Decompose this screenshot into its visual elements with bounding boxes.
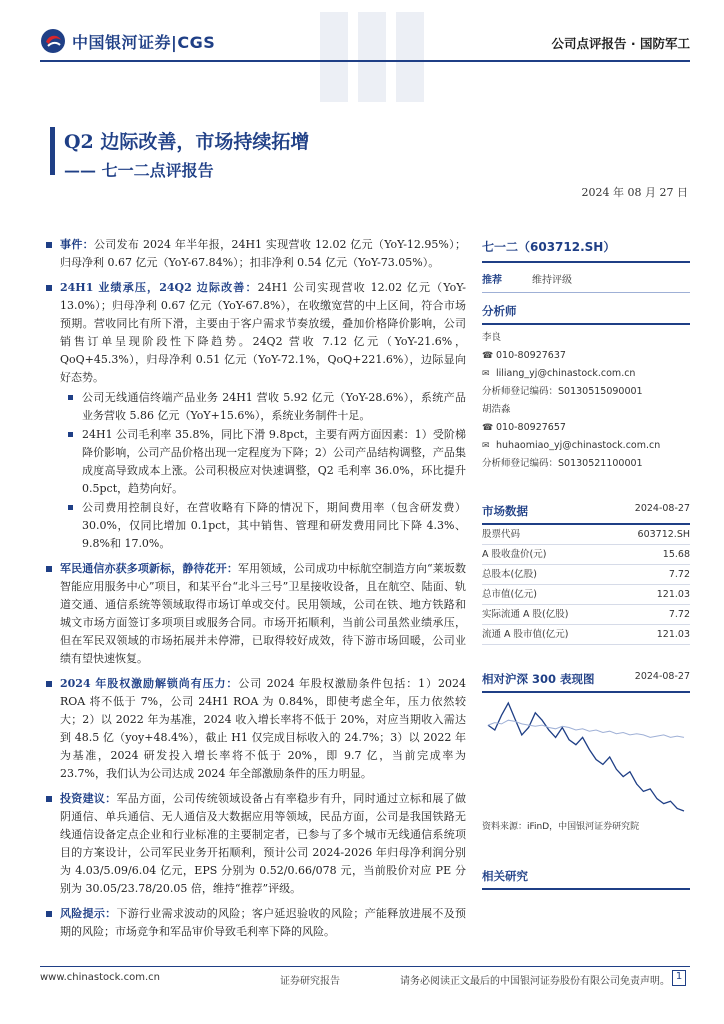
row-value: 603712.SH [637,529,690,540]
sub-point [46,499,466,553]
paragraph-text: 军用领域，公司成功中标航空制造方向“莱坂数智能应用服务中心”项目，和某平台“北斗三号”卫星接收设备，且在航空、陆面、轨道交通、通信系统等领域取得市场订单或交付。民用领域，公司在铁、地方铁路和城文市场方面签订多项项目或服务合同。市场开拓顺利，当前公司虽然业绩承压，但在军民双领域的市场拓展并未停滞，已取得较好成效，待下游市场回暖，公司业绩有望快速恢复。 [60,562,467,665]
analyst-cert: 分析师登记编码：S0130515090001 [482,386,643,397]
series-line-2 [488,720,684,737]
email-icon: ✉ [482,369,490,379]
chart-date: 2024-08-27 [634,671,690,682]
chart-title: 相对沪深 300 表现图 [482,672,595,686]
sub-bullet-icon [68,395,73,400]
sub-point-text: 24H1 公司毛利率 35.8%，同比下滑 9.8pct，主要有两方面因素：1）受阶梯降价影响，公司产品价格出现一定程度为下降；2）公司产品结构调整，产品集成度高导致成本上涨。公司积极应对快速调整，Q2 毛利率 36.0%，环比提升 0.5pct，趋势向好。 [82,428,466,495]
row-key: 总市值(亿元) [482,589,537,600]
analyst-email-row [482,437,690,455]
report-category: 公司点评报告 · 国防军工 [551,36,690,51]
row-key: 实际流通 A 股(亿股) [482,609,569,620]
analyst-phone-row [482,419,690,437]
rating-value: 维持评级 [532,275,572,286]
main-content [46,236,466,948]
stock-title: 七一二（603712.SH） [482,236,690,263]
row-key: 流通 A 股市值(亿元) [482,629,569,640]
paragraph-lead: 投资建议： [60,792,117,805]
table-row [482,565,690,585]
page-number: 1 [672,970,686,986]
bullet-icon [46,911,52,917]
row-key: 股票代码 [482,529,521,540]
brand-logo [40,28,215,54]
row-value: 121.03 [656,629,690,640]
paragraph-event [46,236,466,272]
paragraph-market [46,560,466,668]
row-key: 总股本(亿股) [482,569,537,580]
paragraph-text: 公司发布 2024 年半年报，24H1 实现营收 12.02 亿元（YoY-12.95%）；归母净利 0.67 亿元（YoY-67.84%）；扣非净利 0.54 亿元（YoY-73.05%）。 [60,238,467,269]
watermark-logo-icon [320,12,440,102]
row-key: A 股收盘价(元) [482,549,547,560]
analyst-email[interactable]: huhaomiao_yj@chinastock.com.cn [496,440,661,451]
paragraph-lead: 军民通信亦获多项新标，静待花开： [60,562,238,575]
analyst-name: 李良 [482,332,502,343]
table-row [482,605,690,625]
paragraph-lead: 2024 年股权激励解锁尚有压力： [60,677,239,690]
chart-source: 资料来源：iFinD，中国银河证券研究院 [482,822,640,832]
paragraph-lead: 24H1 业绩承压，24Q2 边际改善： [60,281,258,294]
analyst-email[interactable]: liliang_yj@chinastock.com.cn [496,368,636,379]
table-row [482,525,690,545]
footer-url[interactable]: www.chinastock.com.cn [40,972,160,983]
paragraph-text: 24H1 公司实现营收 12.02 亿元（YoY-13.0%）；归母净利 0.67 亿元（YoY-67.8%），在收缴宽营的中上区间，符合市场预期。营收同比有所下滑，主要由于客户需求节奏放缓，叠加价格降价影响，公司销售订单呈现阶段性下降趋势。24Q2 营收 7.12 亿元（YoY-21.6%，QoQ+45.3%），归母净利 0.51 亿元（YoY-72.1%，QoQ+221.6%），边际显向好态势。 [60,281,466,384]
row-value: 7.72 [668,569,690,580]
sub-bullet-icon [68,432,73,437]
sub-point-text: 公司无线通信终端产品业务 24H1 营收 5.92 亿元（YoY-28.6%），系统产品业务营收 5.86 亿元（YoY+15.6%），系统业务制件十足。 [82,391,466,422]
footer-center: 证券研究报告 [280,976,340,987]
logo-text: 中国银河证券|CGS [72,32,216,52]
paragraph-investment [46,790,466,898]
report-date: 2024 年 08 月 27 日 [581,186,688,199]
analyst-phone-row [482,347,690,365]
row-value: 15.68 [662,549,690,560]
email-icon: ✉ [482,441,490,451]
table-row [482,585,690,605]
report-subtitle: —— 七一二点评报告 [64,161,214,180]
analyst-section-title: 分析师 [482,293,690,325]
paragraph-incentive [46,675,466,783]
paragraph-risk [46,905,466,941]
sub-point-text: 公司费用控制良好，在营收略有下降的情况下，期间费用率（包含研发费）30.0%，仅同比增加 0.1pct，其中销售、管理和研发费用同比下降 4.3%、9.8%和 17.0%。 [82,501,466,550]
series-line-1 [488,703,684,811]
analyst-email-row [482,365,690,383]
report-title: Q2 边际改善，市场持续拓增 [64,131,310,153]
paragraph-text: 公司 2024 年股权激励条件包括：1）2024 ROA 将不低于 7%，公司 24H1 ROA 为 0.84%，即使考虑全年，压力依然较大；2）以 2022 年为基准，2024 收入增长率将不低于 20%，对应当期收入需达到 48.5 亿（yoy+48.4%），截止 H1 仅完成目标收入的 24.7%；3）以 2022 年为基准，2024 研发投入增长率将不低于 20%，即 9.7 亿，当前完成率为 23.7%，我们认为公司达成 2024 年全部激励条件的压力明显。 [60,677,466,780]
bullet-icon [46,796,52,802]
bullet-icon [46,285,52,291]
phone-icon: ☎ [482,351,494,361]
title-accent-bar [50,127,55,175]
market-data-date: 2024-08-27 [634,503,690,514]
chart-header [482,667,690,693]
analyst-list [482,325,690,479]
analyst-name: 胡浩淼 [482,404,511,415]
market-data-header [482,499,690,525]
chart-svg [482,697,690,817]
footer-disclaimer: 请务必阅读正文最后的中国银河证券股份有限公司免责声明。 [400,976,670,987]
relative-performance-chart [482,697,690,817]
paragraph-performance [46,279,466,387]
row-value: 121.03 [656,589,690,600]
sub-point [46,389,466,425]
bullet-icon [46,681,52,687]
paragraph-lead: 风险提示： [60,907,117,920]
rating-row [482,263,690,293]
cgs-logo-icon [40,28,66,54]
rating-label: 推荐 [482,275,502,286]
table-row [482,625,690,645]
analyst-phone: 010-80927637 [496,350,566,361]
paragraph-text: 下游行业需求波动的风险；客户延迟验收的风险；产能释放进展不及预期的风险；市场竞争和军品审价导致毛利率下降的风险。 [60,907,467,938]
phone-icon: ☎ [482,423,494,433]
market-data-table [482,525,690,645]
sidebar [482,236,690,890]
related-research-title: 相关研究 [482,858,690,890]
bullet-icon [46,242,52,248]
sub-point [46,426,466,498]
paragraph-lead: 事件： [60,238,94,251]
analyst-cert: 分析师登记编码：S0130521100001 [482,458,643,469]
table-row [482,545,690,565]
header-divider [40,60,690,62]
bullet-icon [46,566,52,572]
market-data-title: 市场数据 [482,504,528,518]
analyst-phone: 010-80927657 [496,422,566,433]
row-value: 7.72 [668,609,690,620]
footer-divider [40,966,690,967]
paragraph-text: 军品方面，公司传统领域设备占有率稳步有升，同时通过立标和展了做阴通信、单兵通信、无人通信及大数据应用等领域，民品方面，公司是我国铁路无线通信设备定点企业和行业标准的主要制定者，已参与了多个城市无线通信系统项目的方案设计，公司军民业务开拓顺利，预计公司 2024-2026 年归母净利润分别为 4.03/5.09/6.04 亿元，EPS 分别为 0.52/0.66/078 元，当前股价对应 PE 分别为 30.05/23.78/20.05 倍，维持“推荐”评级。 [60,792,467,895]
sub-bullet-icon [68,505,73,510]
